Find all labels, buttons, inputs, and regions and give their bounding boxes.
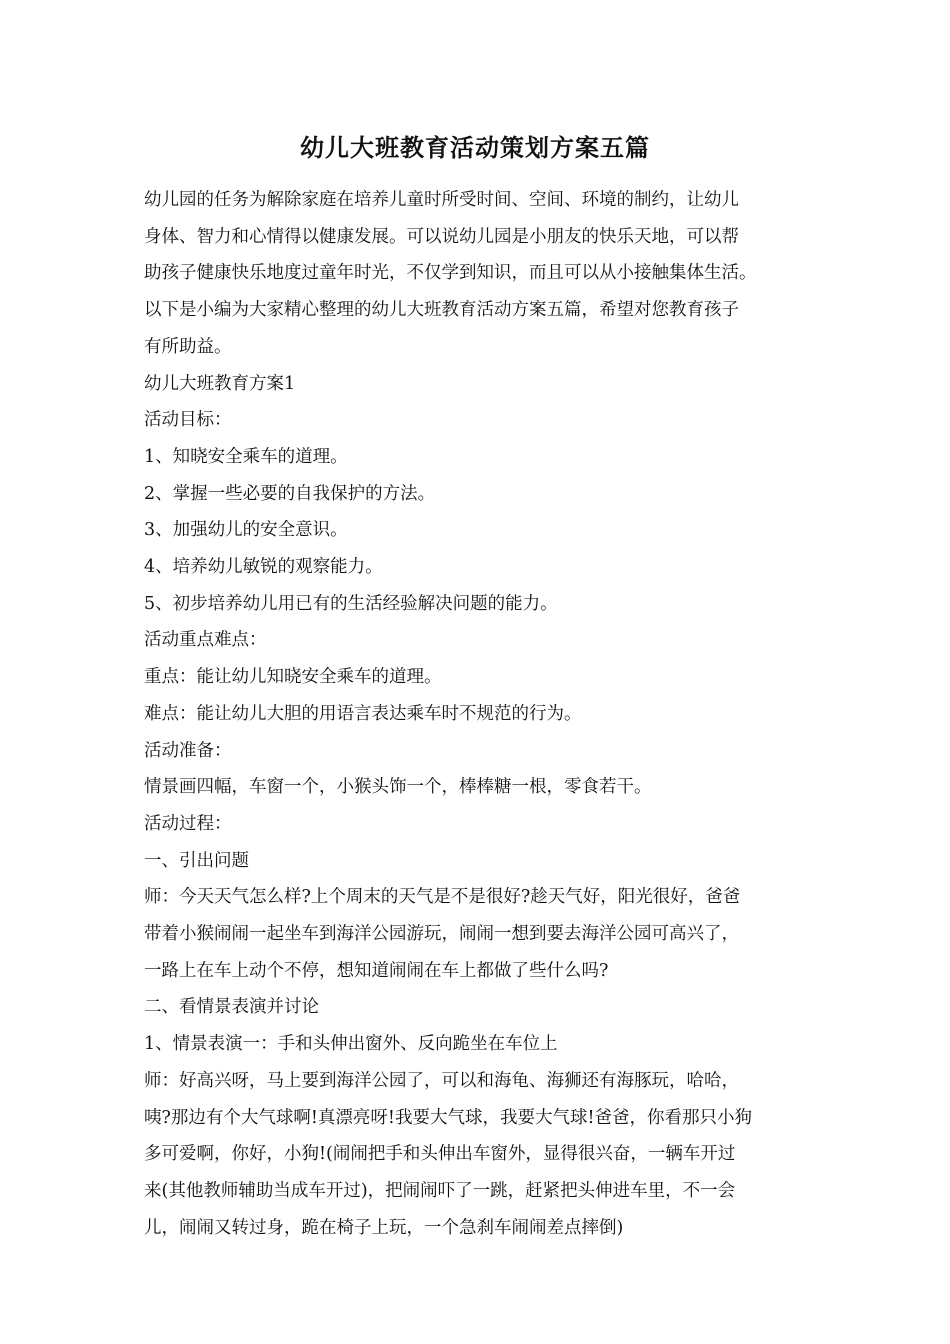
goal-item-4: 4、培养幼儿敏锐的观察能力。 — [144, 557, 383, 578]
scene-line-4: 来(其他教师辅助当成车开过)，把闹闹吓了一跳，赶紧把头伸进车里，不一会 — [144, 1180, 736, 1201]
body-line-4: 以下是小编为大家精心整理的幼儿大班教育活动方案五篇，希望对您教育孩子 — [144, 300, 739, 321]
goal-item-2: 2、掌握一些必要的自我保护的方法。 — [144, 483, 436, 504]
body-line-3: 助孩子健康快乐地度过童年时光，不仅学到知识，而且可以从小接触集体生活。 — [144, 263, 757, 284]
step-heading-2: 二、看情景表演并讨论 — [144, 997, 319, 1018]
difficulty-line: 难点：能让幼儿大胆的用语言表达乘车时不规范的行为。 — [144, 703, 582, 724]
document-body — [144, 182, 824, 1246]
scene-line-3: 多可爱啊，你好，小狗!(闹闹把手和头伸出车窗外，显得很兴奋，一辆车开过 — [144, 1144, 736, 1165]
process-line-1: 师：今天天气怎么样?上个周末的天气是不是很好?趁天气好，阳光很好，爸爸 — [144, 887, 741, 908]
goal-item-1: 1、知晓安全乘车的道理。 — [144, 446, 348, 467]
preparation-line: 情景画四幅，车窗一个，小猴头饰一个，棒棒糖一根，零食若干。 — [144, 777, 652, 798]
heading-activity-goals: 活动目标： — [144, 410, 232, 431]
goal-item-5: 5、初步培养幼儿用已有的生活经验解决问题的能力。 — [144, 593, 558, 614]
section-heading-plan-1: 幼儿大班教育方案1 — [144, 373, 296, 394]
process-line-2: 带着小猴闹闹一起坐车到海洋公园游玩，闹闹一想到要去海洋公园可高兴了， — [144, 924, 739, 945]
heading-preparation: 活动准备： — [144, 740, 232, 761]
key-point-line: 重点：能让幼儿知晓安全乘车的道理。 — [144, 667, 442, 688]
body-line-5: 有所助益。 — [144, 336, 232, 357]
body-line-2: 身体、智力和心情得以健康发展。可以说幼儿园是小朋友的快乐天地，可以帮 — [144, 226, 739, 247]
heading-key-difficulties: 活动重点难点： — [144, 630, 267, 651]
document-title: 幼儿大班教育活动策划方案五篇 — [300, 133, 650, 162]
scene-line-2: 咦?那边有个大气球啊!真漂亮呀!我要大气球，我要大气球!爸爸，你看那只小狗 — [144, 1107, 752, 1128]
scene-heading-1: 1、情景表演一：手和头伸出窗外、反向跪坐在车位上 — [144, 1034, 558, 1055]
scene-line-1: 师：好高兴呀，马上要到海洋公园了，可以和海龟、海狮还有海豚玩，哈哈， — [144, 1070, 739, 1091]
heading-process: 活动过程： — [144, 813, 232, 834]
scene-line-5: 儿，闹闹又转过身，跪在椅子上玩，一个急刹车闹闹差点摔倒) — [144, 1217, 624, 1238]
step-heading-1: 一、引出问题 — [144, 850, 249, 871]
body-line-1: 幼儿园的任务为解除家庭在培养儿童时所受时间、空间、环境的制约，让幼儿 — [144, 190, 739, 210]
process-line-3: 一路上在车上动个不停，想知道闹闹在车上都做了些什么吗? — [144, 960, 609, 981]
goal-item-3: 3、加强幼儿的安全意识。 — [144, 520, 348, 541]
